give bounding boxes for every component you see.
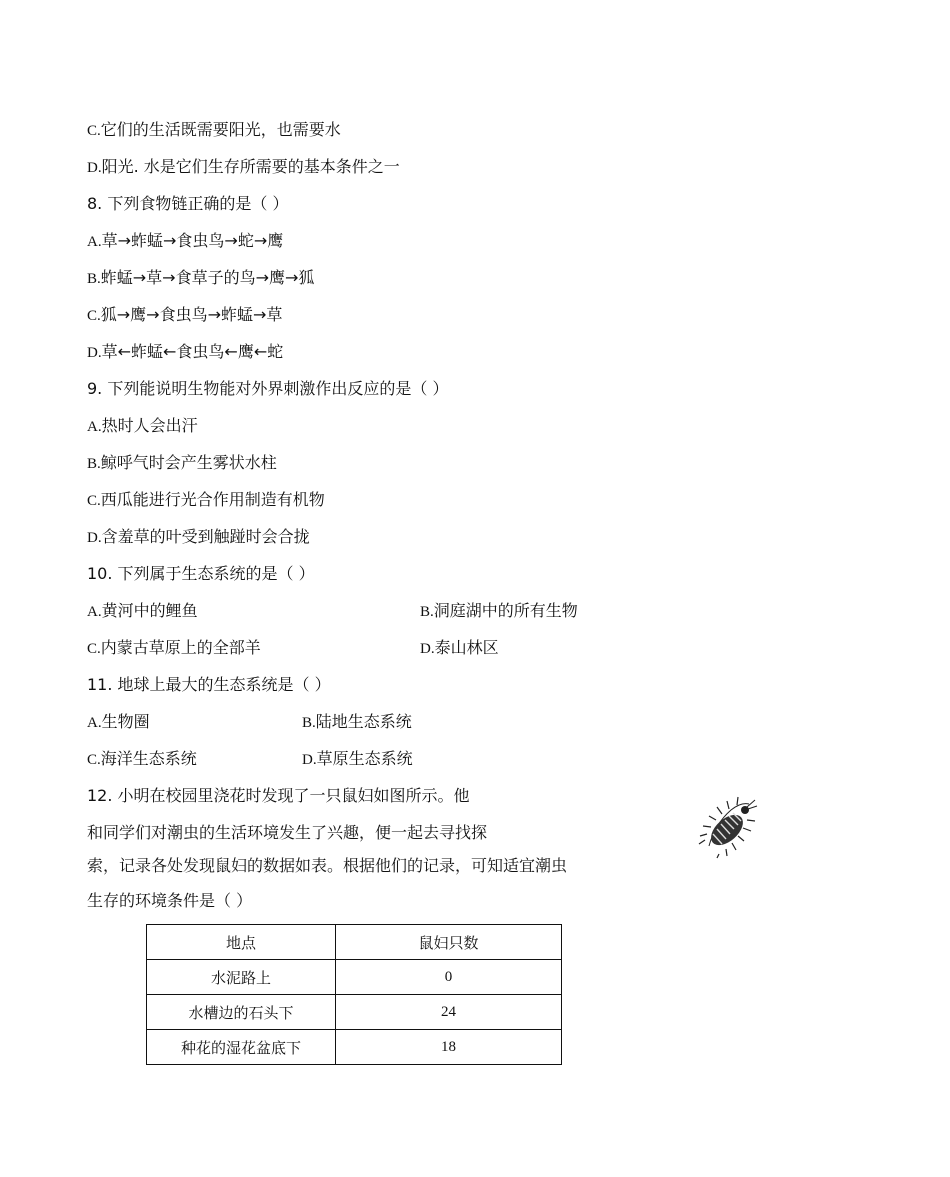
question-9: 9. 下列能说明生物能对外界刺激作出反应的是（ ） — [87, 379, 449, 398]
question-12: 12. 小明在校园里浇花时发现了一只鼠妇如图所示。他 — [87, 786, 470, 805]
table-row — [147, 1030, 562, 1065]
option-line: C.狐→鹰→食虫鸟→蚱蜢→草 — [87, 305, 283, 324]
option-line: D.草原生态系统 — [302, 749, 413, 768]
cell-place: 水槽边的石头下 — [147, 995, 336, 1030]
option-line: D.含羞草的叶受到触踫时会合拢 — [87, 527, 310, 546]
option-line: D.泰山林区 — [420, 638, 499, 657]
woodlouse-image — [697, 794, 759, 860]
header-place: 地点 — [147, 925, 336, 960]
option-line: A.热时人会出汗 — [87, 416, 198, 435]
option-line: C.海洋生态系统 — [87, 749, 197, 768]
cell-count: 0 — [336, 960, 562, 995]
option-line: A.黄河中的鲤鱼 — [87, 601, 198, 620]
header-count: 鼠妇只数 — [336, 925, 562, 960]
question-8: 8. 下列食物链正确的是（ ） — [87, 194, 289, 213]
table-row — [147, 995, 562, 1030]
option-line: D.阳光. 水是它们生存所需要的基本条件之一 — [87, 157, 400, 176]
option-line: B.鲸呼气时会产生雾状水柱 — [87, 453, 277, 472]
question-11: 11. 地球上最大的生态系统是（ ） — [87, 675, 331, 694]
option-line: B.洞庭湖中的所有生物 — [420, 601, 578, 620]
cell-place: 水泥路上 — [147, 960, 336, 995]
option-line: B.陆地生态系统 — [302, 712, 412, 731]
question-10: 10. 下列属于生态系统的是（ ） — [87, 564, 315, 583]
option-line: C.它们的生活既需要阳光，也需要水 — [87, 120, 341, 139]
option-line: D.草←蚱蜢←食虫鸟←鹰←蛇 — [87, 342, 284, 361]
option-line: A.草→蚱蜢→食虫鸟→蛇→鹰 — [87, 231, 284, 250]
question-12-cont: 和同学们对潮虫的生活环境发生了兴趣，便一起去寻找探 — [87, 823, 488, 842]
cell-count: 18 — [336, 1030, 562, 1065]
table-row — [147, 960, 562, 995]
question-12-cont: 索，记录各处发现鼠妇的数据如表。根据他们的记录，可知适宜潮虫 — [87, 856, 568, 875]
option-line: B.蚱蜢→草→食草子的鸟→鹰→狐 — [87, 268, 315, 287]
option-line: A.生物圈 — [87, 712, 150, 731]
cell-count: 24 — [336, 995, 562, 1030]
data-table — [146, 924, 562, 1065]
cell-place: 种花的湿花盆底下 — [147, 1030, 336, 1065]
option-line: C.西瓜能进行光合作用制造有机物 — [87, 490, 325, 509]
table-header-row — [147, 925, 562, 960]
question-12-cont: 生存的环境条件是（ ） — [87, 891, 253, 910]
option-line: C.内蒙古草原上的全部羊 — [87, 638, 261, 657]
